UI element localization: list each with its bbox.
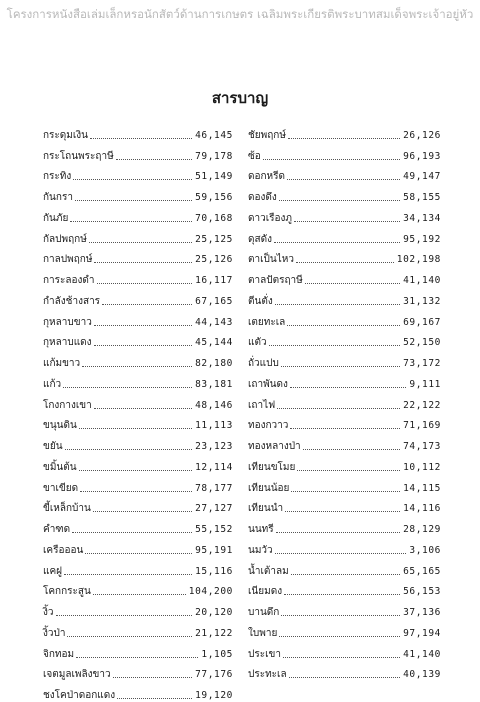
index-term: เทียนขโมย: [248, 461, 296, 473]
index-entry: [248, 287, 441, 308]
dot-leader: [303, 449, 400, 450]
index-page-numbers: 79,178: [195, 150, 233, 162]
index-page-numbers: 78,177: [195, 482, 233, 494]
index-entry: [43, 183, 233, 204]
dot-leader: [93, 594, 186, 595]
index-term: เจตมูลเพลิงขาว: [43, 669, 111, 681]
index-page-numbers: 41,140: [403, 275, 441, 286]
index-entry: [43, 349, 233, 370]
index-page-numbers: 67,165: [195, 295, 233, 307]
index-entry: [43, 246, 233, 267]
dot-leader: [72, 532, 192, 533]
index-page-numbers: 26,126: [403, 129, 441, 141]
index-page-numbers: 82,180: [195, 358, 233, 369]
index-term: ซ้อ: [248, 150, 261, 162]
page-header-text: โครงการหนังสือเล่มเล็กหรอนักสัตว์ด้านการเกษตร เฉลิมพระเกียรติพระบาทสมเด็จพระเจ้าอยู่หัว: [6, 7, 474, 21]
index-term: กุหลาบแดง: [43, 337, 92, 349]
dot-leader: [291, 574, 400, 575]
dot-leader: [285, 511, 400, 512]
dot-leader: [288, 138, 400, 139]
index-term: ตาเป็นไหว: [248, 254, 294, 266]
index-term: ขนุนดิน: [43, 420, 77, 432]
dot-leader: [287, 325, 400, 326]
dot-leader: [269, 345, 401, 346]
index-entry: [43, 661, 233, 682]
dot-leader: [263, 159, 400, 160]
dot-leader: [89, 242, 192, 243]
dot-leader: [80, 491, 192, 492]
index-term: ดุสดัง: [248, 233, 272, 245]
index-term: กาลปพฤกษ์: [43, 254, 93, 266]
index-term: กำลังช้างสาร: [43, 295, 101, 307]
index-page-numbers: 16,117: [195, 275, 233, 286]
index-term: กันภัย: [43, 212, 69, 224]
dot-leader: [290, 428, 400, 429]
index-page-numbers: 3,106: [409, 544, 441, 556]
index-page-numbers: 1,105: [201, 648, 233, 660]
dot-leader: [290, 387, 406, 388]
index-entry: [43, 578, 233, 599]
index-page-numbers: 104,200: [188, 586, 233, 598]
index-page-numbers: 10,112: [403, 461, 441, 473]
index-entry: [43, 640, 233, 661]
index-entry: [43, 142, 233, 163]
dot-leader: [97, 283, 193, 284]
index-page-numbers: 14,115: [403, 482, 441, 494]
index-term: ประเขา: [248, 648, 281, 660]
index-entry: [248, 142, 441, 163]
dot-leader: [76, 657, 198, 658]
index-entry: [43, 598, 233, 619]
index-term: เตยทะเล: [248, 316, 286, 328]
index-page-numbers: 97,194: [403, 627, 441, 639]
index-entry: [43, 204, 233, 225]
index-entry: [43, 412, 233, 433]
index-page-numbers: 96,193: [403, 150, 441, 162]
dot-leader: [94, 408, 192, 409]
index-entry: [248, 225, 441, 246]
index-page-numbers: 31,132: [403, 295, 441, 307]
dot-leader: [93, 511, 192, 512]
index-term: ชงโคป่าดอกแดง: [43, 690, 116, 701]
index-entry: [248, 391, 441, 412]
index-page-numbers: 41,140: [403, 648, 441, 660]
index-page-numbers: 21,122: [195, 627, 233, 639]
index-term: ตาลปัตรฤาษี: [248, 275, 303, 286]
dot-leader: [281, 615, 400, 616]
index-term: กัลปพฤกษ์: [43, 233, 87, 245]
index-term: โคกกระสูน: [43, 586, 91, 598]
dot-leader: [291, 491, 400, 492]
index-entry: [43, 308, 233, 329]
dot-leader: [275, 553, 407, 554]
dot-leader: [274, 242, 400, 243]
index-term: เทียนนำ: [248, 503, 284, 515]
index-entry: [248, 266, 441, 287]
index-term: เถาไฟ: [248, 399, 276, 411]
index-page-numbers: 95,192: [403, 233, 441, 245]
index-term: งิ้ว: [43, 607, 54, 618]
index-page-numbers: 65,165: [403, 565, 441, 577]
dot-leader: [85, 553, 192, 554]
index-entry: [43, 287, 233, 308]
dot-leader: [296, 262, 394, 263]
page-title: สารบาญ: [211, 89, 269, 107]
index-entry: [248, 370, 441, 391]
index-entry: [248, 661, 441, 682]
dot-leader: [90, 138, 192, 139]
index-page-numbers: 34,134: [403, 212, 441, 224]
index-term: ทองกวาว: [248, 420, 289, 432]
index-entry: [248, 204, 441, 225]
dot-leader: [275, 304, 400, 305]
index-entry: [43, 329, 233, 350]
index-term: กระโถนพระฤาษี: [43, 150, 114, 162]
dot-leader: [279, 636, 400, 637]
index-term: ดองดึง: [248, 192, 277, 203]
dot-leader: [102, 304, 192, 305]
dot-leader: [287, 179, 400, 180]
index-entry: [43, 536, 233, 557]
dot-leader: [283, 657, 400, 658]
index-entry: [248, 183, 441, 204]
index-term: เนียมดง: [248, 586, 283, 598]
index-term: ดาวเรืองภู: [248, 212, 292, 224]
dot-leader: [113, 677, 193, 678]
index-entry: [248, 121, 441, 142]
index-page-numbers: 59,156: [195, 192, 233, 203]
index-page-numbers: 28,129: [403, 524, 441, 535]
index-entry: [248, 349, 441, 370]
dot-leader: [64, 574, 192, 575]
index-term: คำฑด: [43, 524, 71, 535]
index-page-numbers: 73,172: [403, 358, 441, 369]
dot-leader: [79, 470, 192, 471]
index-term: ขาเขียด: [43, 482, 79, 494]
index-page-numbers: 22,122: [403, 399, 441, 411]
index-entry: [248, 557, 441, 578]
index-page-numbers: 37,136: [403, 607, 441, 618]
index-entry: [248, 640, 441, 661]
index-page-numbers: 44,143: [195, 316, 233, 328]
index-entry: [43, 225, 233, 246]
index-term: ขี้เหล็กบ้าน: [43, 503, 91, 515]
dot-leader: [116, 159, 192, 160]
dot-leader: [79, 428, 192, 429]
index-term: ขมิ้นต้น: [43, 461, 77, 473]
index-entry: [248, 246, 441, 267]
index-term: แก้มขาว: [43, 358, 81, 369]
index-term: แคฝู: [43, 565, 62, 577]
index-entry: [248, 619, 441, 640]
index-entry: [248, 598, 441, 619]
index-term: บานดึก: [248, 607, 280, 618]
index-term: แตัว: [248, 337, 267, 349]
index-page-numbers: 11,113: [195, 420, 233, 432]
index-entry: [43, 557, 233, 578]
index-term: น้ำเต้าลม: [248, 565, 289, 577]
index-term: กระดุมเงิน: [43, 129, 89, 141]
index-page-numbers: 23,123: [195, 441, 233, 452]
dot-leader: [279, 200, 400, 201]
dot-leader: [73, 179, 192, 180]
index-term: เถาพันดง: [248, 378, 288, 390]
index-entry: [248, 432, 441, 453]
dot-leader: [289, 677, 400, 678]
dot-leader: [94, 345, 193, 346]
index-page-numbers: 9,111: [409, 378, 441, 390]
index-page-numbers: 71,169: [403, 420, 441, 432]
dot-leader: [284, 594, 400, 595]
index-page-numbers: 45,144: [195, 337, 233, 349]
index-term: ทองหลางป่า: [248, 441, 301, 452]
index-term: กระทิง: [43, 171, 72, 183]
index-entry: [43, 432, 233, 453]
dot-leader: [67, 636, 192, 637]
dot-leader: [305, 283, 400, 284]
index-page-numbers: 25,126: [195, 254, 233, 266]
index-term: แก้ว: [43, 378, 62, 390]
index-entry: [248, 412, 441, 433]
index-entry: [248, 329, 441, 350]
index-page-numbers: 49,147: [403, 171, 441, 183]
dot-leader: [277, 408, 400, 409]
index-page-numbers: 58,155: [403, 192, 441, 203]
index-page-numbers: 102,198: [396, 254, 441, 266]
index-term: ใบพาย: [248, 627, 278, 639]
dot-leader: [297, 470, 400, 471]
dot-leader: [82, 366, 192, 367]
dot-leader: [63, 387, 192, 388]
index-page-numbers: 19,120: [195, 690, 233, 701]
index-term: นมวัว: [248, 544, 273, 556]
index-entry: [248, 163, 441, 184]
index-term: นนทรี: [248, 524, 274, 535]
dot-leader: [75, 200, 192, 201]
index-page-numbers: 15,116: [195, 565, 233, 577]
index-page-numbers: 55,152: [195, 524, 233, 535]
index-page-numbers: 14,116: [403, 503, 441, 515]
index-page-numbers: 69,167: [403, 316, 441, 328]
index-page-numbers: 52,150: [403, 337, 441, 349]
index-entry: [43, 619, 233, 640]
dot-leader: [294, 221, 400, 222]
index-page-numbers: 74,173: [403, 441, 441, 452]
index-page-numbers: 20,120: [195, 607, 233, 618]
index-entry: [248, 495, 441, 516]
index-page-numbers: 48,146: [195, 399, 233, 411]
index-entry: [43, 266, 233, 287]
dot-leader: [276, 532, 400, 533]
index-entry: [43, 681, 233, 702]
dot-leader: [281, 366, 400, 367]
index-term: ขยัน: [43, 441, 63, 452]
dot-leader: [70, 221, 192, 222]
index-entry: [43, 163, 233, 184]
index-entry: [248, 453, 441, 474]
index-page-numbers: 95,191: [195, 544, 233, 556]
index-column-right: [248, 121, 441, 681]
index-column-left: [43, 121, 233, 702]
index-page-numbers: 56,153: [403, 586, 441, 598]
index-entry: [43, 121, 233, 142]
index-term: โกงกางเขา: [43, 399, 92, 411]
dot-leader: [56, 615, 193, 616]
index-term: การะลองดำ: [43, 275, 95, 286]
index-page-numbers: 70,168: [195, 212, 233, 224]
index-entry: [43, 370, 233, 391]
index-entry: [248, 474, 441, 495]
index-entry: [43, 495, 233, 516]
index-page-numbers: 12,114: [195, 461, 233, 473]
index-entry: [43, 453, 233, 474]
index-term: เทียนน้อย: [248, 482, 290, 494]
index-term: กุหลาบขาว: [43, 316, 92, 328]
index-term: จิกทอม: [43, 648, 75, 660]
index-entry: [43, 515, 233, 536]
index-page-numbers: 46,145: [195, 129, 233, 141]
dot-leader: [65, 449, 193, 450]
index-term: เครือออน: [43, 544, 84, 556]
index-entry: [248, 308, 441, 329]
index-entry: [248, 578, 441, 599]
index-page-numbers: 83,181: [195, 378, 233, 390]
index-term: ตีนตั่ง: [248, 295, 273, 307]
index-entry: [43, 391, 233, 412]
index-term: ถั่วแปบ: [248, 358, 279, 369]
dot-leader: [94, 262, 192, 263]
index-entry: [43, 474, 233, 495]
dot-leader: [94, 325, 192, 326]
index-page-numbers: 25,125: [195, 233, 233, 245]
dot-leader: [117, 698, 192, 699]
index-term: ดอกหรีด: [248, 171, 286, 183]
index-entry: [248, 515, 441, 536]
index-page-numbers: 77,176: [195, 669, 233, 681]
index-page-numbers: 40,139: [403, 669, 441, 681]
index-term: งิ้วป่า: [43, 627, 66, 639]
index-term: กันกรา: [43, 192, 73, 203]
index-page-numbers: 51,149: [195, 171, 233, 183]
index-term: ชัยพฤกษ์: [248, 129, 286, 141]
index-term: ประทะเล: [248, 669, 287, 681]
index-entry: [248, 536, 441, 557]
index-page-numbers: 27,127: [195, 503, 233, 515]
